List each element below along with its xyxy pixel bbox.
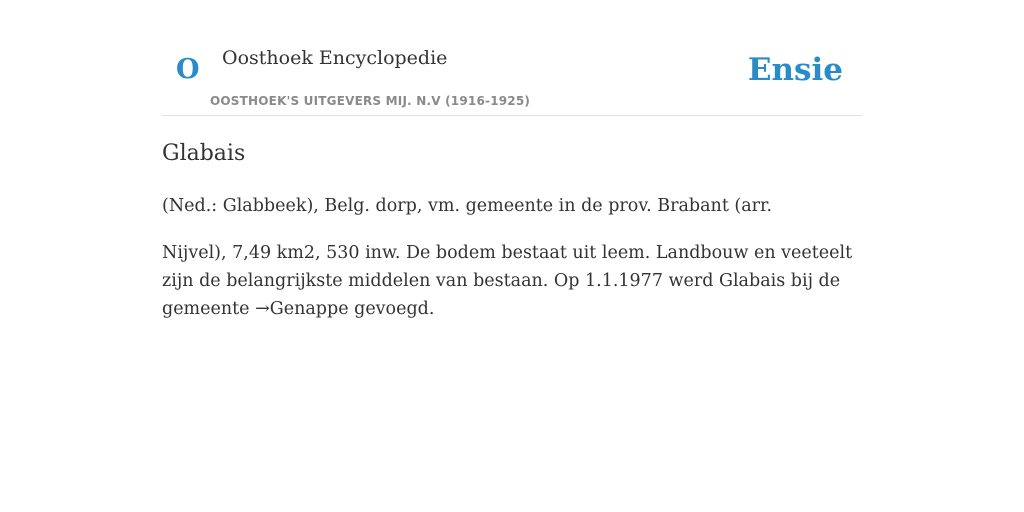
- site-header: [162, 0, 862, 116]
- ensie-brand-logo[interactable]: Ensie: [747, 52, 843, 88]
- entry-title: Glabais: [162, 141, 246, 166]
- encyclopedia-logo[interactable]: O: [176, 54, 200, 85]
- page-container: [162, 0, 862, 319]
- publisher-subtitle: OOSTHOEK'S UITGEVERS MIJ. N.V (1916-1925): [210, 94, 531, 108]
- encyclopedia-title[interactable]: Oosthoek Encyclopedie: [222, 47, 448, 69]
- entry-paragraph: (Ned.: Glabbeek), Belg. dorp, vm. gemeente in de prov. Brabant (arr.: [162, 196, 773, 216]
- entry-paragraph: Nijvel), 7,49 km2, 530 inw. De bodem bestaat uit leem. Landbouw en veeteelt zijn de belangrijkste middelen van bestaan. Op 1.1.1977 werd Glabais bij de gemeente →Genappe gevoegd.: [162, 243, 853, 319]
